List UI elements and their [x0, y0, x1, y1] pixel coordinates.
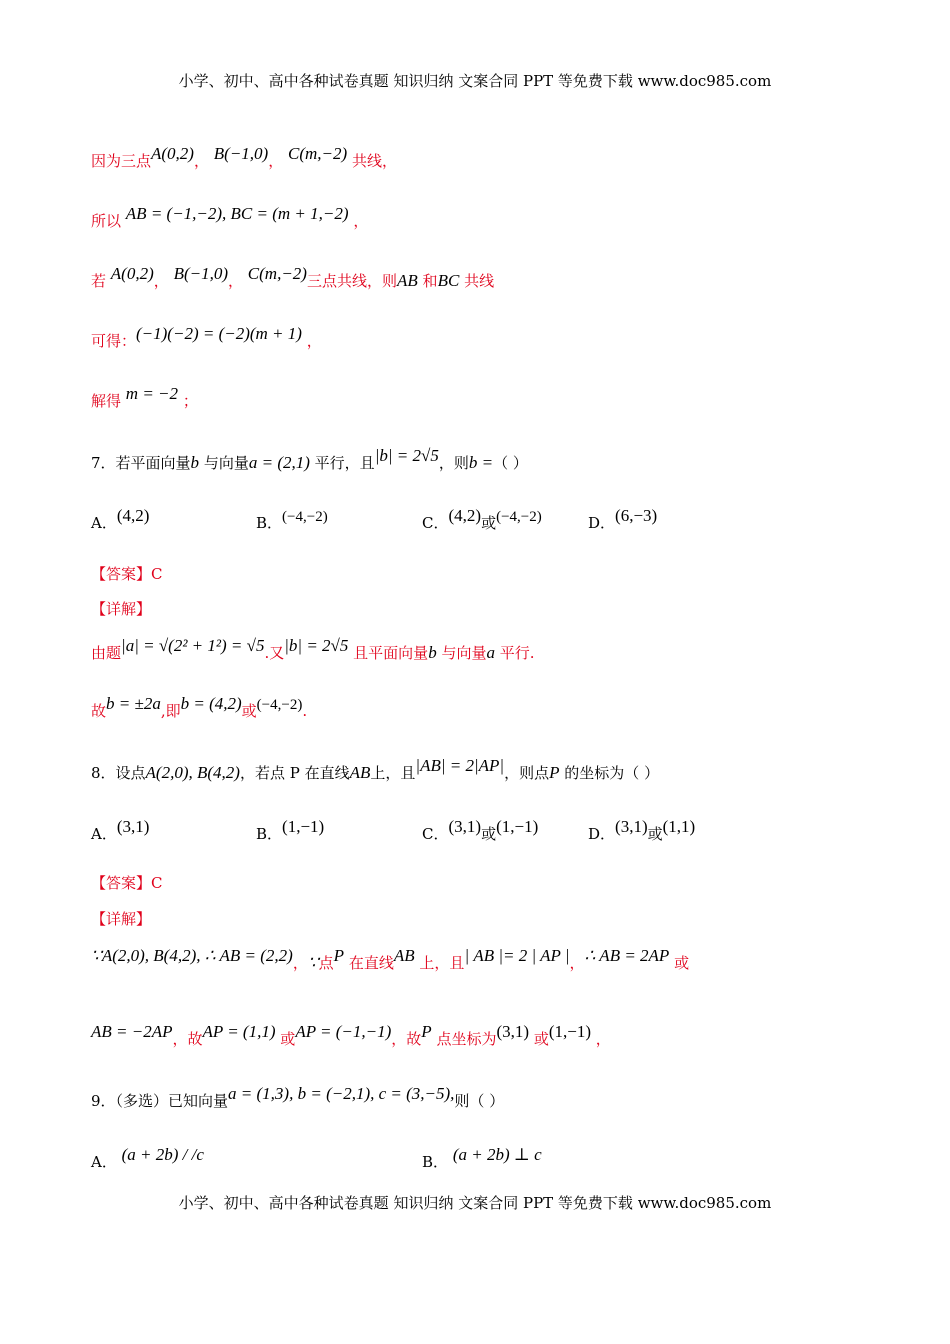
math: b = (4,2): [180, 694, 242, 713]
option-value: (3,1): [615, 817, 648, 836]
option-label: C．: [422, 825, 449, 843]
math: BC: [437, 271, 460, 290]
text: 或: [674, 954, 690, 972]
math: |AB| = 2|AP|: [415, 756, 505, 775]
q7-detail-label: 【详解】: [91, 600, 152, 618]
text: 解得: [91, 392, 122, 410]
math: P: [421, 1022, 432, 1041]
q7-stem: [91, 446, 528, 473]
text: 或: [533, 1030, 549, 1048]
q7-option-b: [256, 509, 328, 533]
text: ，: [228, 272, 244, 290]
option-value-2: (1,1): [662, 817, 696, 836]
text: ，: [595, 1030, 611, 1048]
q8-option-c: [422, 817, 539, 844]
text: 共线: [464, 272, 495, 290]
math: a: [486, 643, 495, 662]
page-header: 小学、初中、高中各种试卷真题 知识归纳 文案合同 PPT 等免费下载 www.doc985.com: [178, 72, 772, 90]
option-or: 或: [647, 825, 663, 843]
text: 与向量: [203, 454, 249, 472]
text: 所以: [91, 212, 122, 230]
option-value: (a + 2b) ⊥ c: [452, 1145, 542, 1164]
math: b = ±2a: [106, 694, 161, 713]
option-or: 或: [481, 825, 497, 843]
text: ，则点: [504, 764, 550, 782]
sol6-line-1: [91, 144, 397, 171]
math: | AB |= 2 | AP |: [464, 946, 570, 965]
text: ，则: [438, 454, 469, 472]
option-label: B．: [256, 825, 283, 843]
math: P: [333, 946, 345, 965]
option-value: (4,2): [116, 506, 150, 525]
q7-solution-line-1: [91, 636, 535, 663]
math: AB: [349, 763, 371, 782]
text: ，: [353, 212, 369, 230]
option-label: A．: [91, 825, 117, 843]
math: b: [190, 453, 200, 472]
math: AB = −2AP: [91, 1022, 173, 1041]
text: .: [302, 702, 308, 720]
text: 由题: [91, 644, 122, 662]
math: b =: [468, 453, 494, 472]
text: 与向量: [441, 644, 487, 662]
text: ，: [193, 152, 209, 170]
math: A(2,0), B(4,2): [145, 763, 240, 782]
math: AB: [396, 271, 418, 290]
math: ∵: [307, 953, 319, 972]
option-label: A．: [91, 1153, 117, 1171]
text: 的坐标为（ ）: [564, 764, 660, 782]
text: 平行，且: [314, 454, 375, 472]
q8-option-d: [588, 817, 696, 844]
math: ∵A(2,0), B(4,2), ∴ AB = (2,2): [91, 946, 293, 965]
q8-solution-line-2: [91, 1022, 611, 1049]
text: ，: [268, 152, 284, 170]
text: ，故: [172, 1030, 203, 1048]
text: ,即: [160, 702, 181, 720]
text: ，若点 P 在直线: [239, 764, 350, 782]
math: B(−1,0): [213, 144, 269, 163]
math: (−4,−2): [256, 697, 303, 713]
q7-solution-line-2: [91, 694, 308, 721]
math: AP = (1,1): [202, 1022, 276, 1041]
math: AB: [393, 946, 415, 965]
math: |b| = 2√5: [284, 636, 349, 655]
math: |b| = 2√5: [374, 446, 439, 465]
math: A(0,2): [151, 144, 194, 163]
text: 在直线: [348, 954, 394, 972]
text: 点: [318, 954, 334, 972]
option-value: (4,2): [448, 506, 482, 525]
option-label: B．: [256, 514, 283, 532]
q8-option-a: [91, 817, 150, 844]
option-value: (−4,−2): [282, 509, 328, 525]
text: 且平面向量: [353, 644, 429, 662]
text: ，: [306, 332, 322, 350]
q7-answer: 【答案】C: [91, 565, 163, 583]
text: 7．若平面向量: [91, 454, 191, 472]
option-value: (3,1): [116, 817, 150, 836]
sol6-line-2: [91, 204, 369, 231]
text: 若: [91, 272, 107, 290]
option-value: (a + 2b) / /c: [121, 1145, 204, 1164]
option-value-2: (−4,−2): [496, 509, 542, 525]
text: 平行.: [499, 644, 535, 662]
q9-stem: [91, 1084, 505, 1111]
text: ，: [292, 954, 308, 972]
option-label: A．: [91, 514, 117, 532]
option-label: C．: [422, 514, 449, 532]
math: AB = (−1,−2), BC = (m + 1,−2): [125, 204, 349, 223]
q8-detail-label: 【详解】: [91, 910, 152, 928]
q8-answer: 【答案】C: [91, 874, 163, 892]
text: 和: [422, 272, 438, 290]
text: 9．（多选）已知向量: [91, 1092, 229, 1110]
text: （ ）: [493, 454, 528, 472]
q8-stem: [91, 756, 660, 783]
option-label: D．: [588, 825, 616, 843]
math: |a| = √(2² + 1²) = √5: [121, 636, 265, 655]
option-or: 或: [481, 514, 497, 532]
math: (−1)(−2) = (−2)(m + 1): [136, 324, 302, 343]
sol6-line-4: [91, 324, 322, 351]
option-label: B．: [422, 1153, 449, 1171]
math: C(m,−2): [247, 264, 307, 283]
option-value: (6,−3): [615, 506, 658, 525]
text: 或: [241, 702, 257, 720]
text: 三点共线，则: [306, 272, 397, 290]
q7-option-d: [588, 506, 658, 533]
math: (3,1): [496, 1022, 530, 1041]
q8-option-b: [256, 817, 325, 844]
q7-option-a: [91, 506, 150, 533]
q9-option-b: [422, 1145, 542, 1172]
text: ，故: [391, 1030, 422, 1048]
math: C(m,−2): [288, 144, 348, 163]
math: B(−1,0): [173, 264, 228, 283]
text: 故: [91, 702, 107, 720]
text: 上，且: [419, 954, 465, 972]
q8-solution-line-1: [91, 946, 690, 973]
text: 因为三点: [91, 152, 152, 170]
text: ，: [569, 954, 585, 972]
math: ∴ AB = 2AP: [584, 946, 670, 965]
text: 8．设点: [91, 764, 146, 782]
text: 上，且: [370, 764, 416, 782]
option-label: D．: [588, 514, 616, 532]
math: A(0,2): [110, 264, 154, 283]
math: a = (2,1): [248, 453, 310, 472]
text: 则（ ）: [454, 1092, 505, 1110]
q7-option-c: [422, 506, 542, 533]
text: .又: [264, 644, 285, 662]
page-footer: 小学、初中、高中各种试卷真题 知识归纳 文案合同 PPT 等免费下载 www.doc985.com: [178, 1194, 772, 1212]
q9-option-a: [91, 1145, 204, 1172]
sol6-line-3: [91, 264, 495, 291]
text: ，: [153, 272, 169, 290]
option-value: (3,1): [448, 817, 482, 836]
text: ；: [182, 392, 198, 410]
math: m = −2: [125, 384, 179, 403]
math: a = (1,3), b = (−2,1), c = (3,−5),: [228, 1084, 455, 1103]
text: 或: [280, 1030, 296, 1048]
math: AP = (−1,−1): [295, 1022, 392, 1041]
option-value-2: (1,−1): [496, 817, 539, 836]
text: 点坐标为: [436, 1030, 497, 1048]
option-value: (1,−1): [282, 817, 325, 836]
math: (1,−1): [548, 1022, 592, 1041]
sol6-line-5: [91, 384, 198, 411]
text: 可得：: [91, 332, 137, 350]
math: b: [428, 643, 437, 662]
text: 共线，: [351, 152, 397, 170]
math: P: [549, 763, 560, 782]
